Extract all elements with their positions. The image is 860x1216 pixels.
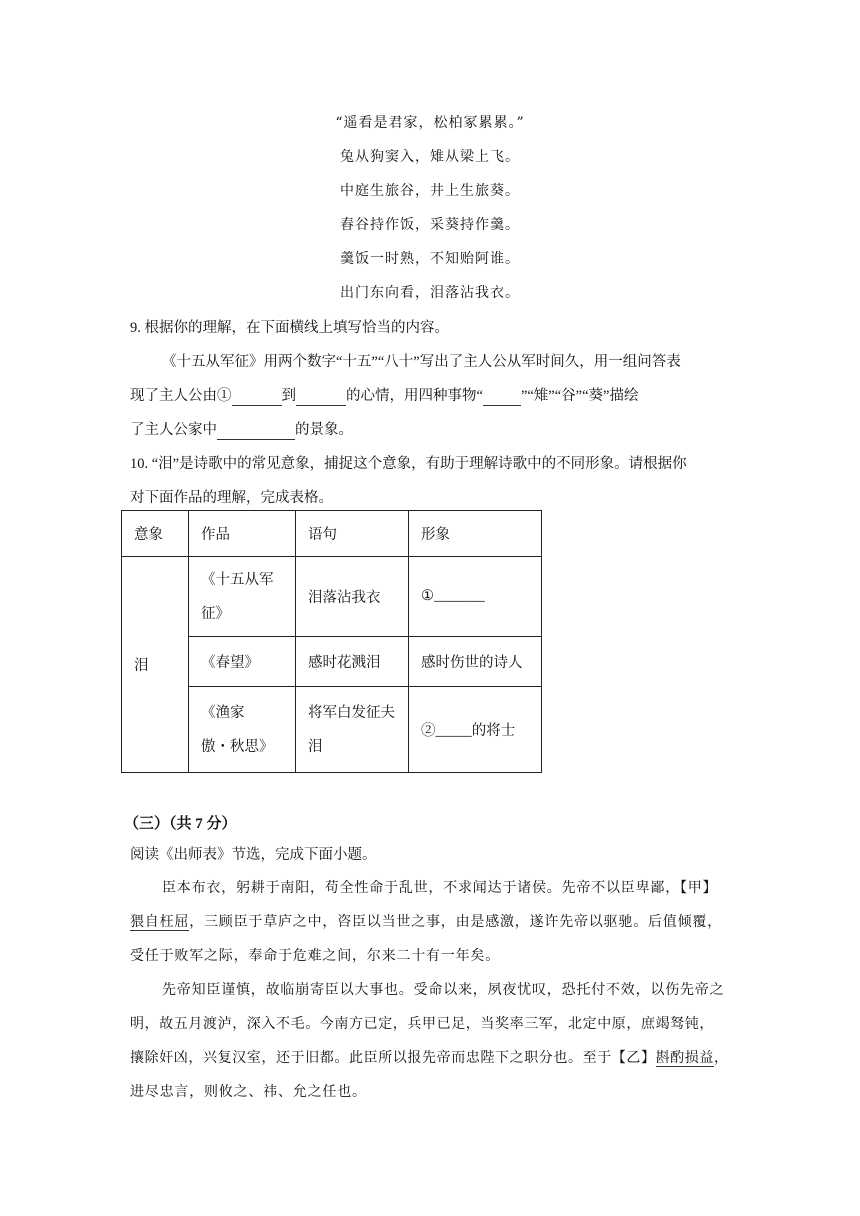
- section-heading: （三）（共 7 分）: [124, 816, 237, 832]
- blank-2[interactable]: [296, 388, 346, 406]
- reading-para1-line2: 猥自枉屈，三顾臣于草庐之中，咨臣以当世之事，由是感激，遂许先帝以驱驰。后值倾覆，: [130, 914, 723, 930]
- question-9-line3: [130, 418, 353, 440]
- question-10-prompt: 10. “泪”是诗歌中的常见意象，捕捉这个意象，有助于理解诗歌中的不同形象。请根据你: [130, 456, 687, 472]
- line-cell: 将军白发征夫 泪: [296, 687, 409, 773]
- blank-1[interactable]: [232, 388, 282, 406]
- question-9-line1: 《十五从军征》用两个数字“十五”“八十”写出了主人公从军时间久，用一组问答表: [162, 354, 681, 370]
- figure-cell: 感时伤世的诗人: [409, 637, 542, 687]
- imagery-table: [121, 510, 542, 773]
- table-header-row: [122, 511, 542, 557]
- poem-line: 羹饭一时熟，不知贻阿谁。: [340, 251, 520, 267]
- reading-para1-line1: 臣本布衣，躬耕于南阳，苟全性命于乱世，不求闻达于诸侯。先帝不以臣卑鄙，【甲】: [162, 880, 718, 896]
- reading-para2-line3: 攘除奸凶，兴复汉室，还于旧都。此臣所以报先帝而忠陛下之职分也。至于【乙】斟酌损益，: [130, 1050, 729, 1066]
- poem-line: 出门东向看，泪落沾我衣。: [340, 285, 520, 301]
- underlined-phrase-yi: 斟酌损益: [655, 1050, 715, 1066]
- table-header: 作品: [189, 511, 296, 557]
- section-instruction: 阅读《出师表》节选，完成下面小题。: [130, 847, 377, 863]
- figure-cell[interactable]: ①_______: [409, 557, 542, 637]
- question-10-prompt-cont: 对下面作品的理解，完成表格。: [130, 490, 333, 506]
- poem-line: 兔从狗窦入，雉从梁上飞。: [340, 149, 520, 165]
- q9-text: 的景象。: [295, 422, 353, 438]
- q9-text: 到: [281, 388, 296, 404]
- line-cell: 感时花溅泪: [296, 637, 409, 687]
- table-row: [122, 557, 542, 637]
- table-header: 形象: [409, 511, 542, 557]
- reading-para2-line1: 先帝知臣谨慎，故临崩寄臣以大事也。受命以来，夙夜忧叹，恐托付不效，以伤先帝之: [162, 982, 725, 998]
- poem-line: “遥看是君家，松柏冢累累。”: [335, 115, 525, 131]
- question-9-line2: [130, 384, 639, 406]
- blank-4[interactable]: [217, 422, 295, 440]
- work-cell: 《十五从军 征》: [189, 557, 296, 637]
- q9-text: 了主人公家中: [130, 422, 217, 438]
- reading-para2-line4: 进尽忠言，则攸之、祎、允之任也。: [130, 1084, 367, 1100]
- q9-text: 的心情，用四种事物“: [346, 388, 483, 404]
- work-cell: 《渔家 傲・秋思》: [189, 687, 296, 773]
- table-header: 意象: [122, 511, 189, 557]
- table-header: 语句: [296, 511, 409, 557]
- reading-para1-line3: 受任于败军之际，奉命于危难之间，尔来二十有一年矣。: [130, 948, 500, 964]
- question-9-prompt: 9. 根据你的理解，在下面横线上填写恰当的内容。: [130, 320, 449, 336]
- poem-line: 舂谷持作饭，采葵持作羹。: [340, 217, 520, 233]
- line-cell: 泪落沾我衣: [296, 557, 409, 637]
- poem-line: 中庭生旅谷，井上生旅葵。: [340, 183, 520, 199]
- underlined-phrase-jia: 猥自枉屈: [130, 914, 190, 930]
- figure-cell[interactable]: ②_____的将士: [409, 687, 542, 773]
- q9-text: 现了主人公由①: [130, 388, 232, 404]
- q9-text: ”“雉”“谷”“葵”描绘: [520, 388, 639, 404]
- work-cell: 《春望》: [189, 637, 296, 687]
- reading-para2-line2: 明，故五月渡泸，深入不毛。今南方已定，兵甲已足，当奖率三军，北定中原，庶竭驽钝，: [130, 1016, 714, 1032]
- blank-3[interactable]: [483, 388, 521, 406]
- imagery-cell: 泪: [122, 557, 189, 773]
